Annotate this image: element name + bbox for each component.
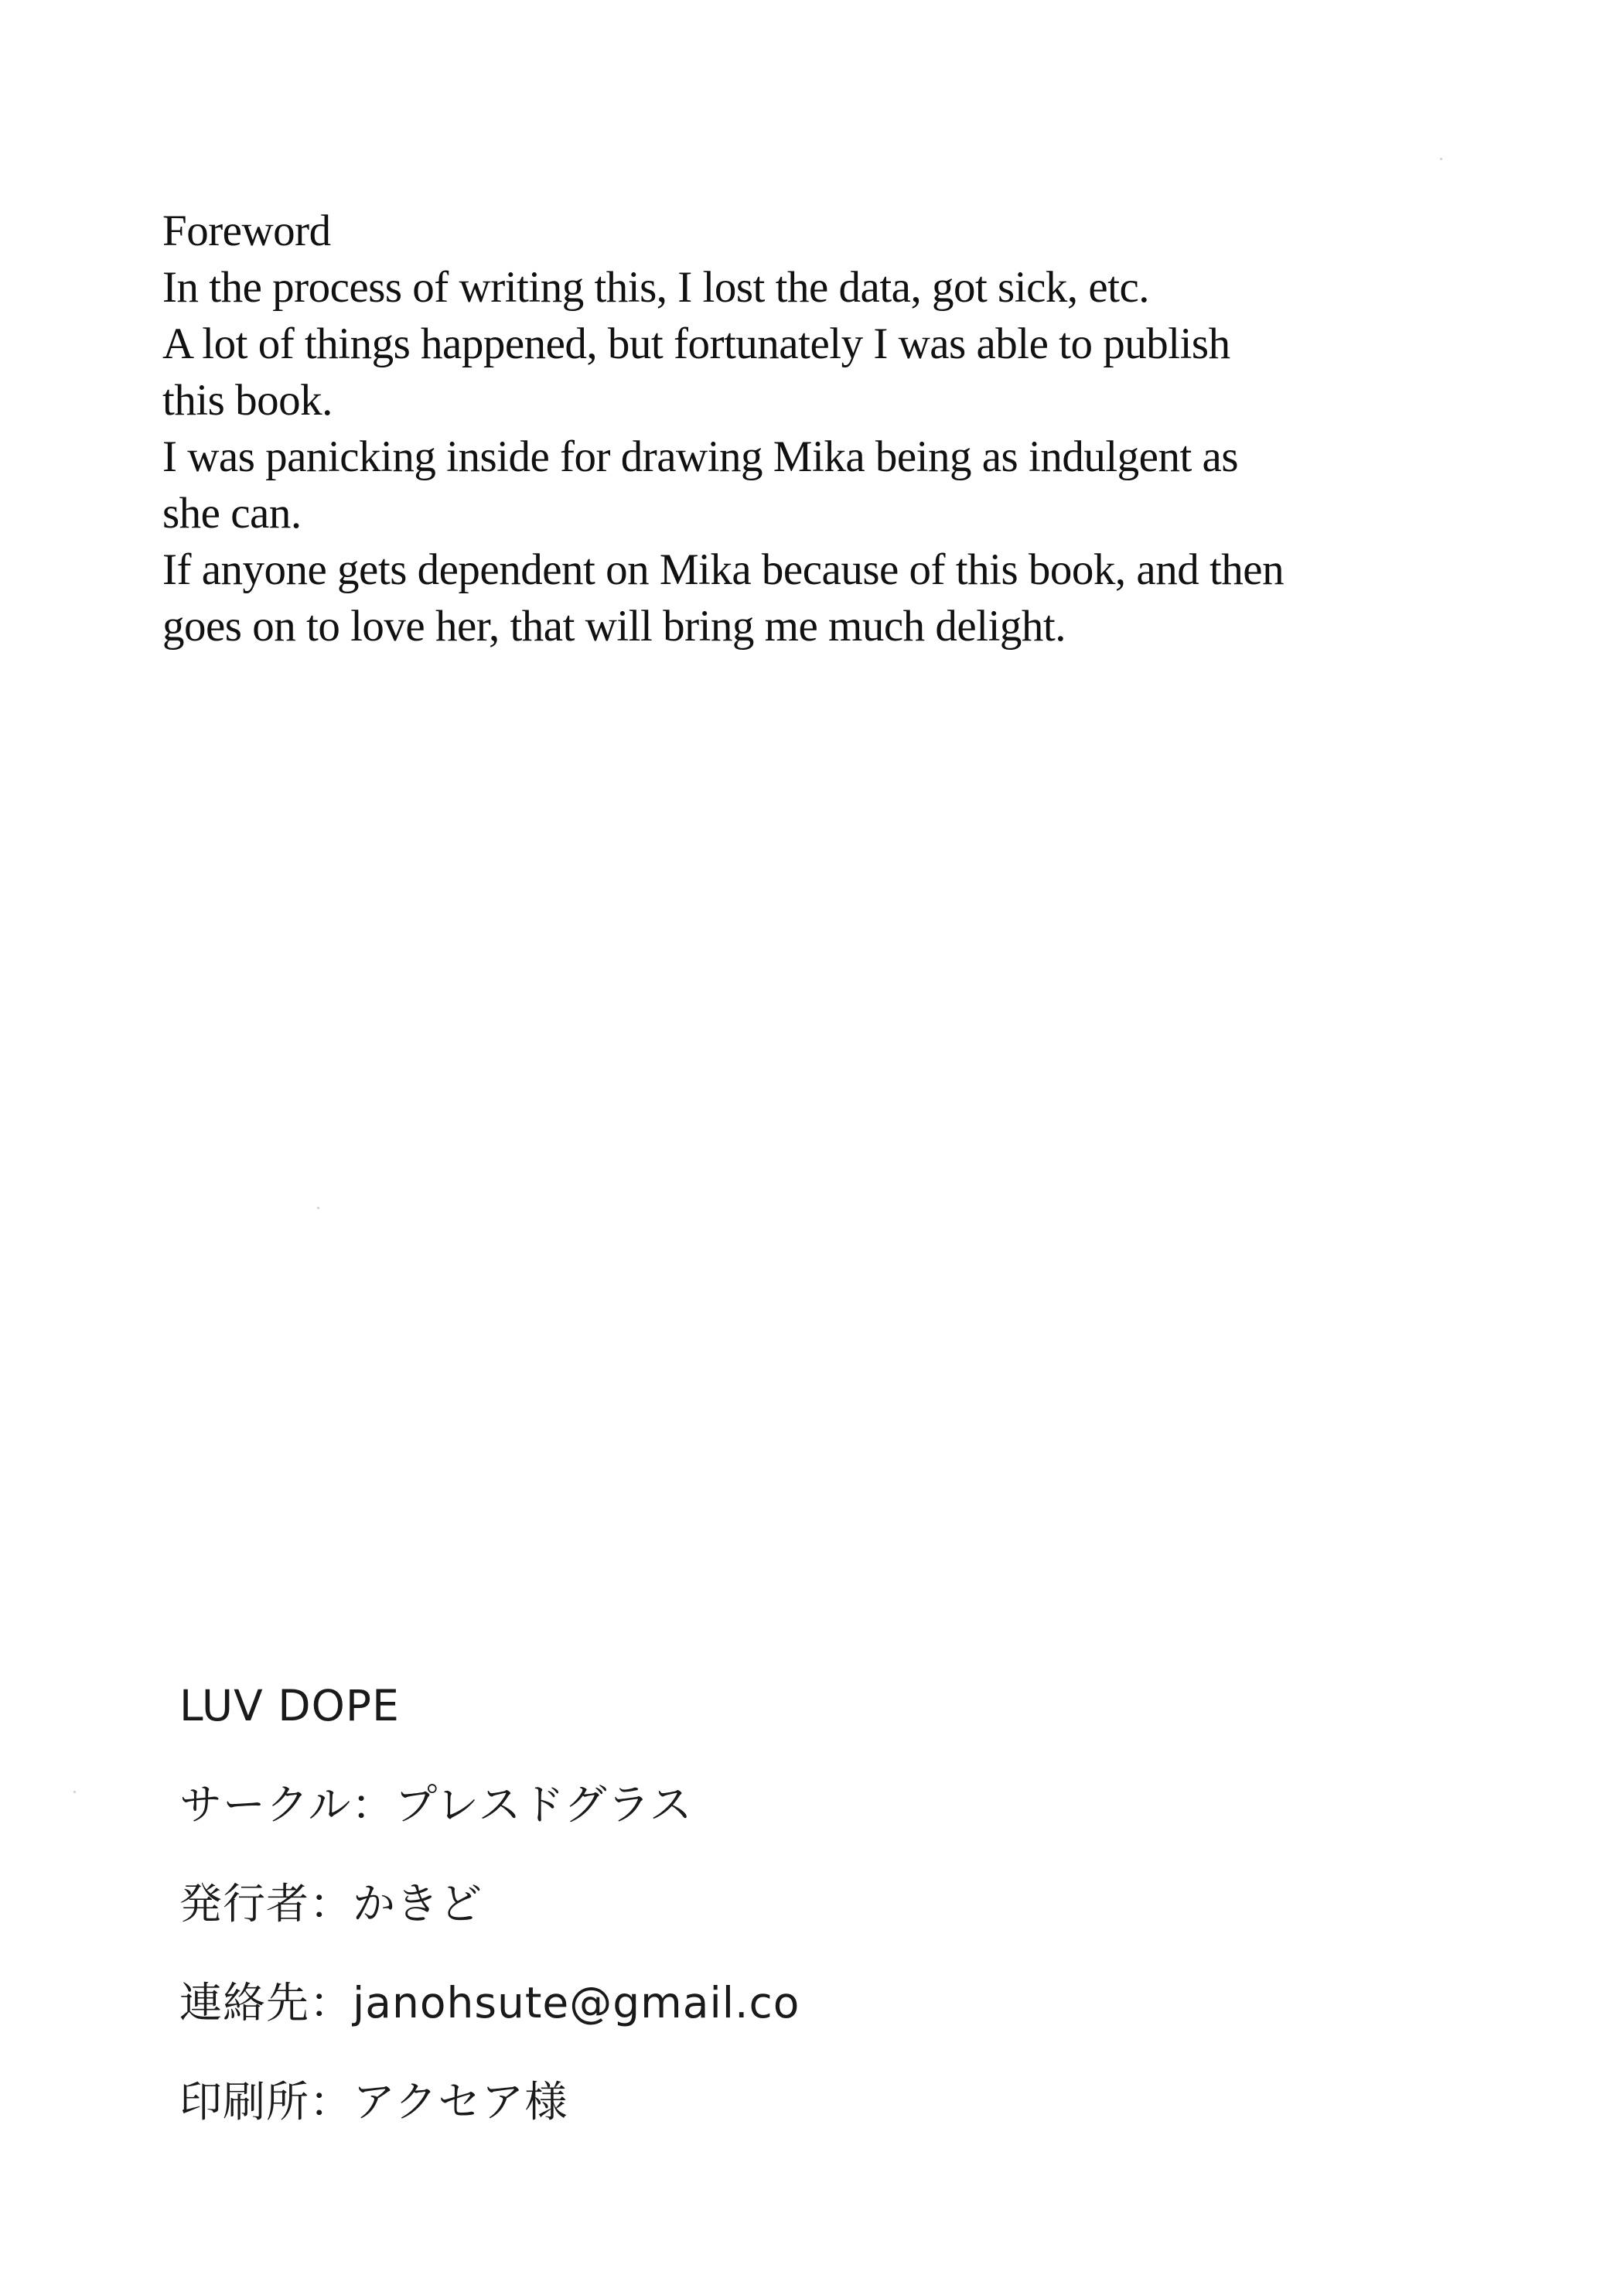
printer-name: 印刷所：アクセア様 (179, 2077, 568, 2127)
publisher-name: 発行者：かきど (179, 1879, 483, 1928)
scan-speck (317, 1207, 319, 1209)
foreword-line: she can. (162, 489, 302, 538)
foreword-heading: Foreword (162, 207, 331, 255)
foreword-line: A lot of things happened, but fortunately I was able to publish (162, 319, 1230, 368)
scan-speck (73, 1791, 76, 1793)
circle-name: サークル：プレスドグラス (179, 1780, 693, 1829)
contact-email: 連絡先：janohsute@gmail.co (179, 1978, 800, 2027)
foreword-line: this book. (162, 376, 333, 425)
foreword-line: goes on to love her, that will bring me much delight. (162, 602, 1066, 651)
foreword-line: I was panicking inside for drawing Mika being as indulgent as (162, 432, 1239, 481)
book-title: LUV DOPE (179, 1681, 400, 1730)
colophon (179, 1679, 800, 2174)
scan-speck (1440, 158, 1442, 160)
foreword-line: In the process of writing this, I lost the data, got sick, etc. (162, 263, 1150, 312)
foreword-text (162, 203, 1477, 654)
foreword-line: If anyone gets dependent on Mika because of this book, and then (162, 545, 1285, 594)
